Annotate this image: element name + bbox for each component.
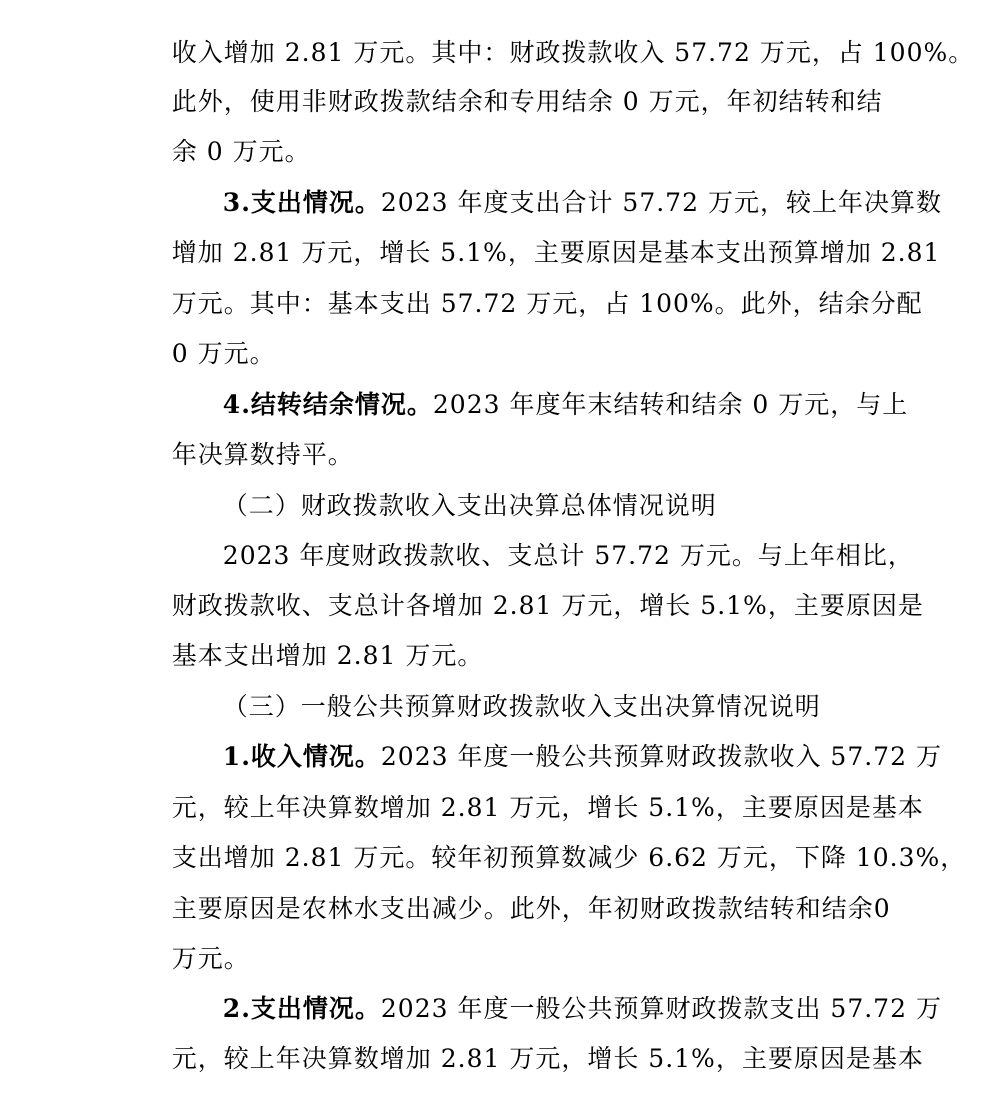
paragraph-line — [136, 757, 924, 822]
paragraph-line — [187, 152, 942, 217]
line-text: 万元。 — [171, 944, 250, 973]
paragraph-line — [136, 605, 484, 670]
line-text: 财政拨款收、支总计各增加 2.81 万元，增长 5.1%，主要原因是 — [171, 591, 924, 620]
section-lead: 2.支出情况。 — [222, 994, 381, 1023]
line-text: 支出增加 2.81 万元。较年初预算数减少 6.62 万元，下降 10.3%， — [171, 843, 967, 872]
line-text: 收入增加 2.81 万元。其中：财政拨款收入 57.72 万元，占 100%。 — [171, 38, 975, 67]
paragraph-line — [136, 1008, 924, 1073]
paragraph-line — [136, 404, 354, 469]
line-text: 基本支出增加 2.81 万元。 — [171, 641, 484, 670]
paragraph-line — [136, 51, 883, 116]
line-text: 余 0 万元。 — [171, 137, 311, 166]
section-heading — [187, 656, 821, 721]
paragraph-line — [136, 807, 967, 872]
line-text: 元，较上年决算数增加 2.81 万元，增长 5.1%，主要原因是基本 — [171, 1044, 924, 1073]
line-text: 2023 年度年末结转和结余 0 万元，与上 — [432, 390, 909, 419]
paragraph-line — [187, 505, 914, 570]
line-text: 增加 2.81 万元，增长 5.1%，主要原因是基本支出预算增加 2.81 — [171, 238, 941, 267]
line-text: 万元。其中：基本支出 57.72 万元，占 100%。此外，结余分配 — [171, 289, 923, 318]
paragraph-line — [187, 706, 942, 771]
line-text: 0 万元。 — [171, 339, 276, 368]
line-text: 元，较上年决算数增加 2.81 万元，增长 5.1%，主要原因是基本 — [171, 793, 924, 822]
paragraph-line — [136, 555, 924, 620]
section-heading — [187, 455, 717, 520]
paragraph-line — [136, 101, 311, 166]
section-lead: 3.支出情况。 — [222, 188, 381, 217]
line-text: 此外，使用非财政拨款结余和专用结余 0 万元，年初结转和结 — [171, 87, 883, 116]
paragraph-line — [136, 303, 276, 368]
section-lead: 4.结转结余情况。 — [222, 390, 433, 419]
line-text: 2023 年度支出合计 57.72 万元，较上年决算数 — [380, 188, 942, 217]
paragraph-line — [187, 958, 942, 1023]
line-text: 2023 年度一般公共预算财政拨款支出 57.72 万 — [380, 994, 942, 1023]
line-text: 2023 年度财政拨款收、支总计 57.72 万元。与上年相比， — [222, 541, 914, 570]
paragraph-line — [136, 2, 975, 67]
heading-text: （三）一般公共预算财政拨款收入支出决算情况说明 — [222, 692, 821, 721]
line-text: 年决算数持平。 — [171, 440, 354, 469]
line-text: 主要原因是农林水支出减少。此外，年初财政拨款结转和结余0 — [171, 894, 891, 923]
heading-text: （二）财政拨款收入支出决算总体情况说明 — [222, 491, 717, 520]
section-lead: 1.收入情况。 — [222, 742, 381, 771]
paragraph-line — [187, 354, 909, 419]
paragraph-line — [136, 858, 891, 923]
paragraph-line — [136, 908, 250, 973]
paragraph-line — [136, 202, 941, 267]
line-text: 2023 年度一般公共预算财政拨款收入 57.72 万 — [380, 742, 942, 771]
paragraph-line — [136, 253, 923, 318]
